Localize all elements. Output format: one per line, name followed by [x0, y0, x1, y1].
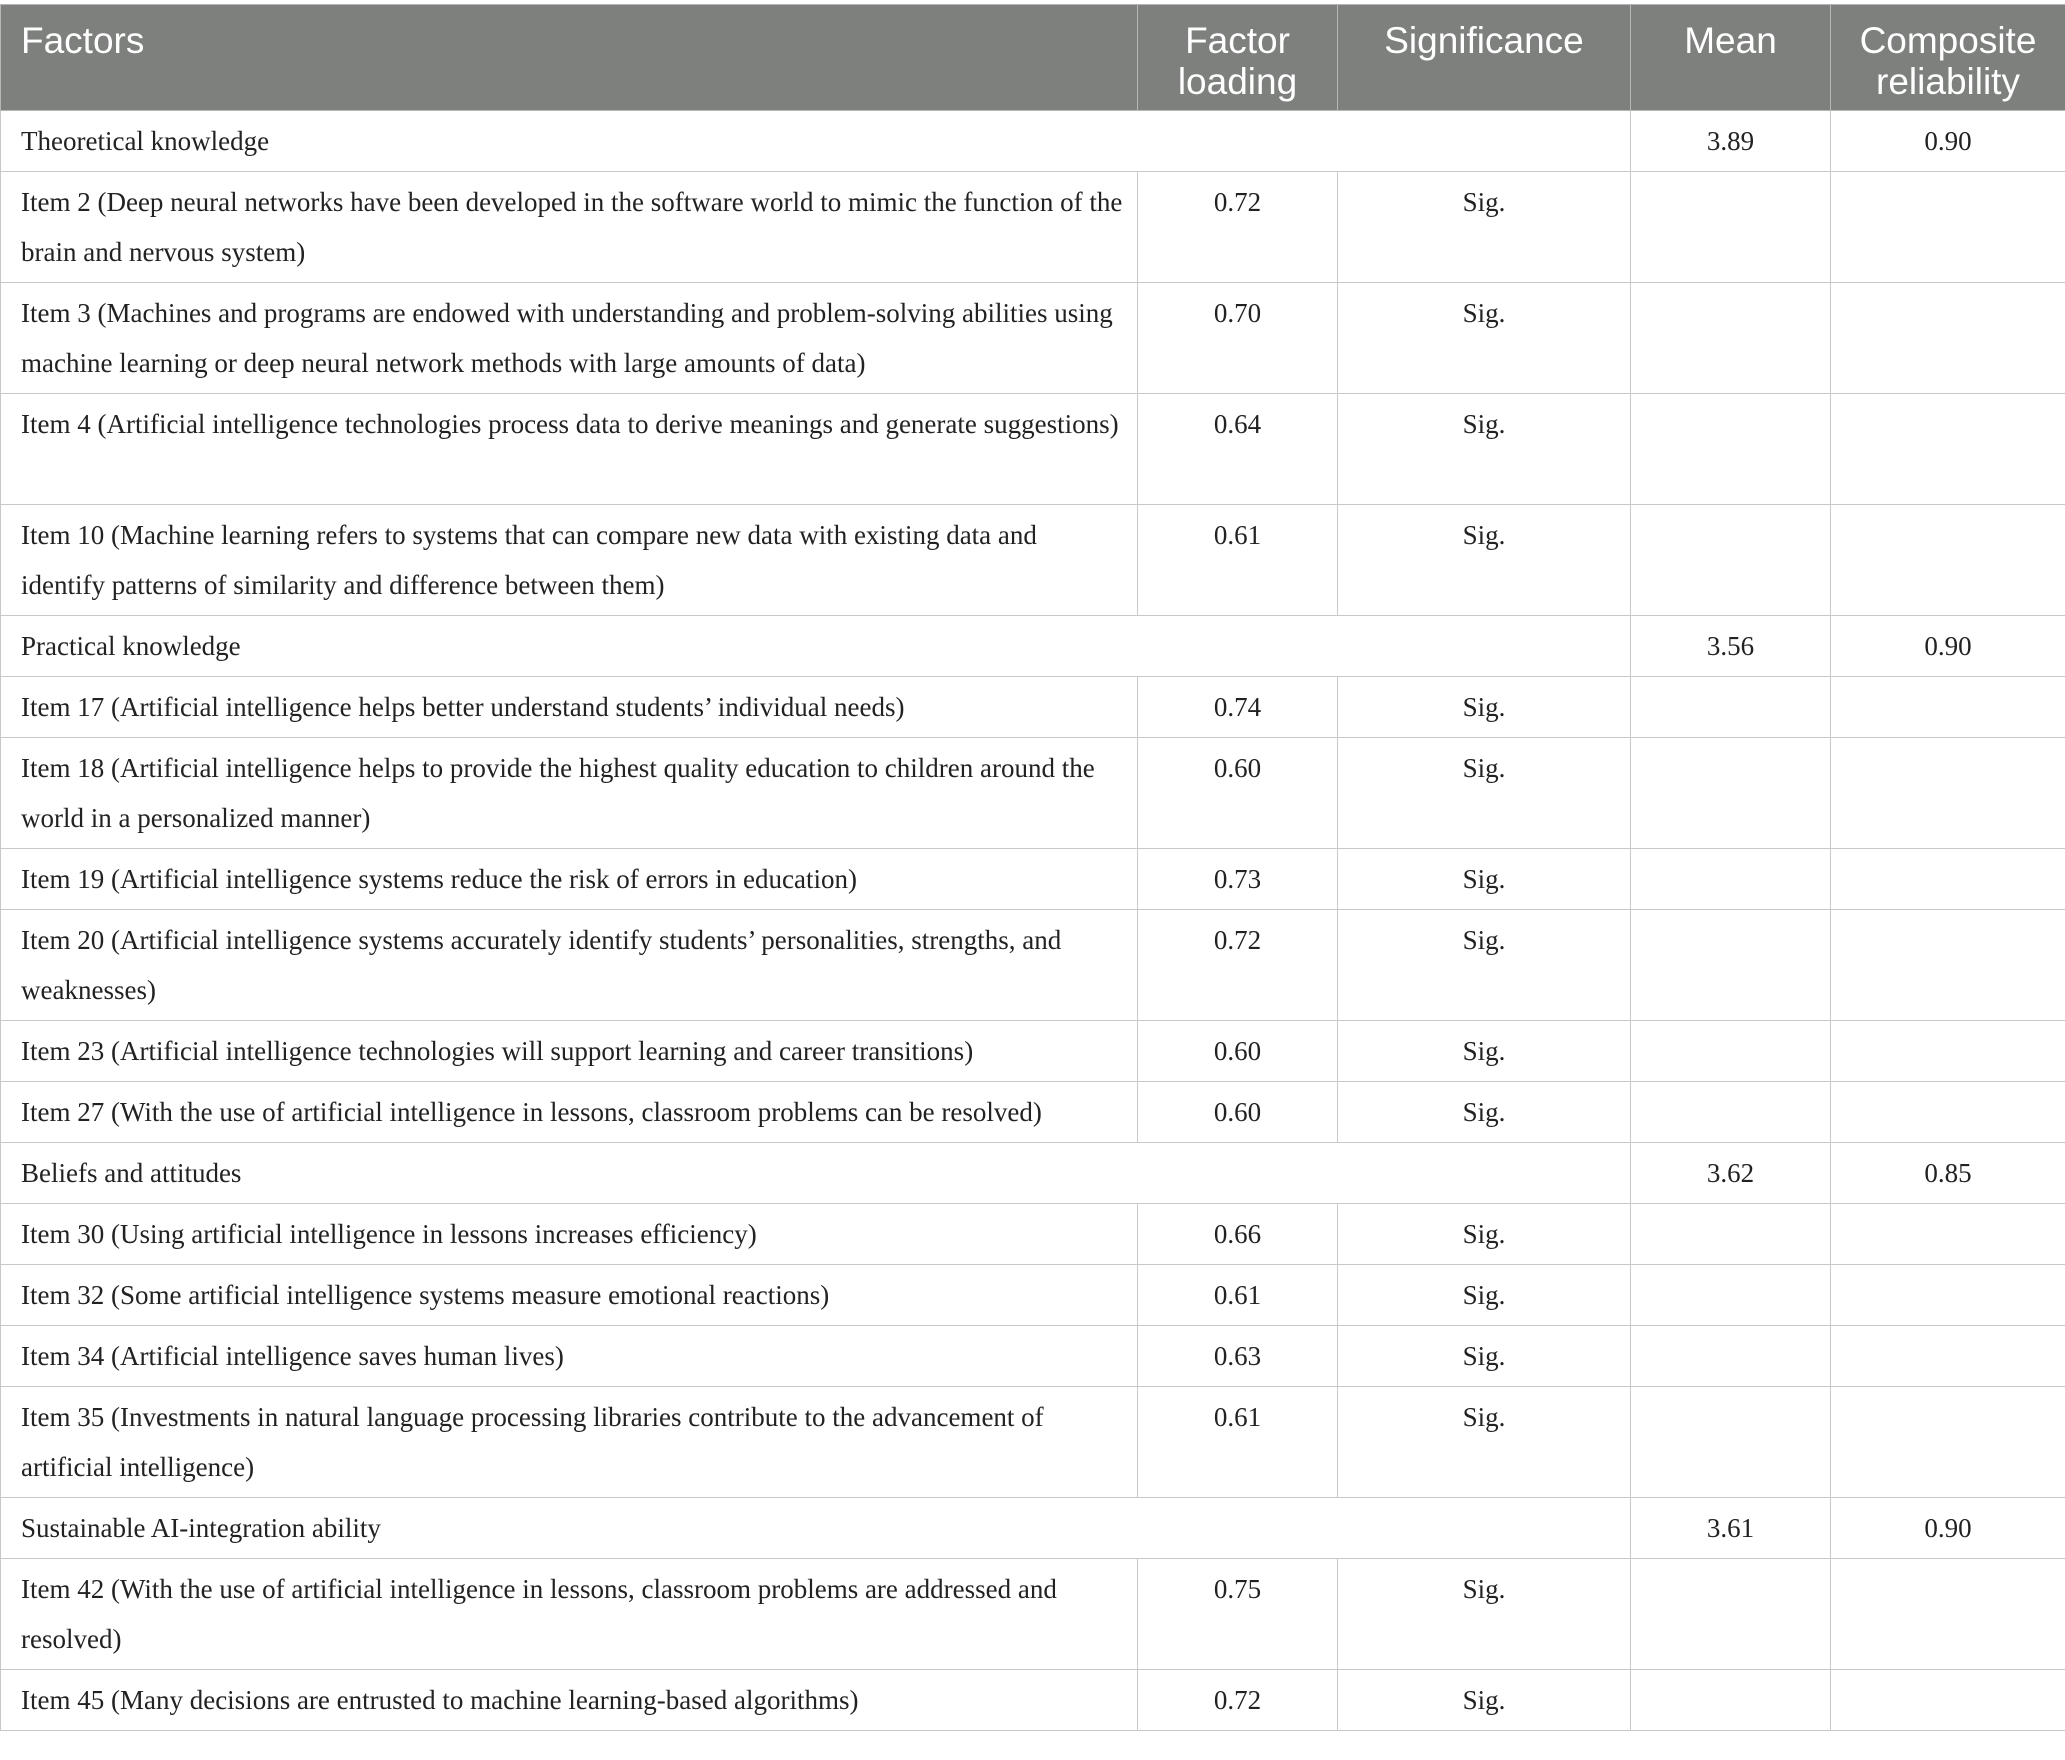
group-name: Sustainable AI-integration ability — [1, 1498, 1631, 1559]
item-factor-loading: 0.61 — [1138, 1265, 1338, 1326]
item-mean-empty — [1631, 677, 1831, 738]
item-text: Item 10 (Machine learning refers to systems that can compare new data with existing data and identify patterns of similarity and difference between them) — [1, 505, 1138, 616]
group-mean: 3.62 — [1631, 1143, 1831, 1204]
item-text: Item 30 (Using artificial intelligence in lessons increases efficiency) — [1, 1204, 1138, 1265]
item-row — [1, 1021, 2065, 1082]
item-significance: Sig. — [1338, 738, 1631, 849]
item-factor-loading: 0.66 — [1138, 1204, 1338, 1265]
header-mean: Mean — [1631, 5, 1831, 111]
item-text: Item 19 (Artificial intelligence systems reduce the risk of errors in education) — [1, 849, 1138, 910]
item-significance: Sig. — [1338, 283, 1631, 394]
item-row — [1, 172, 2065, 283]
item-factor-loading: 0.60 — [1138, 1021, 1338, 1082]
item-significance: Sig. — [1338, 1559, 1631, 1670]
item-mean-empty — [1631, 1670, 1831, 1731]
item-factor-loading: 0.60 — [1138, 738, 1338, 849]
item-significance: Sig. — [1338, 1387, 1631, 1498]
group-mean: 3.89 — [1631, 111, 1831, 172]
item-row — [1, 1670, 2065, 1731]
item-cr-empty — [1831, 849, 2065, 910]
item-significance: Sig. — [1338, 910, 1631, 1021]
header-factor-loading: Factor loading — [1138, 5, 1338, 111]
item-significance: Sig. — [1338, 172, 1631, 283]
item-mean-empty — [1631, 1204, 1831, 1265]
item-text: Item 18 (Artificial intelligence helps to provide the highest quality education to children around the world in a personalized manner) — [1, 738, 1138, 849]
table-body — [1, 111, 2065, 1731]
item-text: Item 2 (Deep neural networks have been developed in the software world to mimic the function of the brain and nervous system) — [1, 172, 1138, 283]
group-composite-reliability: 0.90 — [1831, 111, 2065, 172]
group-row — [1, 1143, 2065, 1204]
item-mean-empty — [1631, 283, 1831, 394]
item-factor-loading: 0.63 — [1138, 1326, 1338, 1387]
item-mean-empty — [1631, 505, 1831, 616]
item-text: Item 23 (Artificial intelligence technologies will support learning and career transitions) — [1, 1021, 1138, 1082]
item-row — [1, 1559, 2065, 1670]
header-significance: Significance — [1338, 5, 1631, 111]
item-factor-loading: 0.64 — [1138, 394, 1338, 505]
item-text: Item 4 (Artificial intelligence technologies process data to derive meanings and generate suggestions) — [1, 394, 1138, 505]
item-cr-empty — [1831, 910, 2065, 1021]
item-row — [1, 1326, 2065, 1387]
item-mean-empty — [1631, 849, 1831, 910]
item-significance: Sig. — [1338, 849, 1631, 910]
item-mean-empty — [1631, 1387, 1831, 1498]
group-name: Practical knowledge — [1, 616, 1631, 677]
item-cr-empty — [1831, 677, 2065, 738]
item-text: Item 3 (Machines and programs are endowed with understanding and problem-solving abilities using machine learning or deep neural network methods with large amounts of data) — [1, 283, 1138, 394]
item-mean-empty — [1631, 172, 1831, 283]
item-factor-loading: 0.61 — [1138, 505, 1338, 616]
item-row — [1, 1387, 2065, 1498]
header-composite-reliability: Composite reliability — [1831, 5, 2065, 111]
item-mean-empty — [1631, 1326, 1831, 1387]
item-significance: Sig. — [1338, 677, 1631, 738]
item-row — [1, 505, 2065, 616]
item-cr-empty — [1831, 394, 2065, 505]
item-factor-loading: 0.70 — [1138, 283, 1338, 394]
item-cr-empty — [1831, 1387, 2065, 1498]
item-factor-loading: 0.72 — [1138, 910, 1338, 1021]
table-header — [1, 5, 2065, 111]
item-text: Item 20 (Artificial intelligence systems accurately identify students’ personalities, strengths, and weaknesses) — [1, 910, 1138, 1021]
item-mean-empty — [1631, 1559, 1831, 1670]
item-factor-loading: 0.72 — [1138, 1670, 1338, 1731]
item-significance: Sig. — [1338, 394, 1631, 505]
item-text: Item 35 (Investments in natural language processing libraries contribute to the advancement of artificial intelligence) — [1, 1387, 1138, 1498]
item-cr-empty — [1831, 1326, 2065, 1387]
item-row — [1, 849, 2065, 910]
item-cr-empty — [1831, 1204, 2065, 1265]
group-row — [1, 616, 2065, 677]
header-factors: Factors — [1, 5, 1138, 111]
item-mean-empty — [1631, 1082, 1831, 1143]
group-composite-reliability: 0.90 — [1831, 616, 2065, 677]
header-row — [1, 5, 2065, 111]
item-significance: Sig. — [1338, 1021, 1631, 1082]
item-significance: Sig. — [1338, 1326, 1631, 1387]
item-cr-empty — [1831, 1670, 2065, 1731]
item-factor-loading: 0.75 — [1138, 1559, 1338, 1670]
item-factor-loading: 0.60 — [1138, 1082, 1338, 1143]
item-row — [1, 1265, 2065, 1326]
item-text: Item 27 (With the use of artificial intelligence in lessons, classroom problems can be resolved) — [1, 1082, 1138, 1143]
item-row — [1, 910, 2065, 1021]
item-factor-loading: 0.74 — [1138, 677, 1338, 738]
group-row — [1, 1498, 2065, 1559]
item-mean-empty — [1631, 1021, 1831, 1082]
group-mean: 3.61 — [1631, 1498, 1831, 1559]
item-row — [1, 738, 2065, 849]
factor-analysis-table — [0, 4, 2065, 1731]
item-text: Item 42 (With the use of artificial intelligence in lessons, classroom problems are addressed and resolved) — [1, 1559, 1138, 1670]
item-significance: Sig. — [1338, 1082, 1631, 1143]
item-text: Item 34 (Artificial intelligence saves human lives) — [1, 1326, 1138, 1387]
item-row — [1, 677, 2065, 738]
item-factor-loading: 0.61 — [1138, 1387, 1338, 1498]
item-cr-empty — [1831, 1021, 2065, 1082]
item-cr-empty — [1831, 1559, 2065, 1670]
group-name: Beliefs and attitudes — [1, 1143, 1631, 1204]
item-row — [1, 1082, 2065, 1143]
item-text: Item 32 (Some artificial intelligence systems measure emotional reactions) — [1, 1265, 1138, 1326]
item-significance: Sig. — [1338, 1204, 1631, 1265]
item-significance: Sig. — [1338, 505, 1631, 616]
group-composite-reliability: 0.85 — [1831, 1143, 2065, 1204]
item-significance: Sig. — [1338, 1265, 1631, 1326]
item-cr-empty — [1831, 172, 2065, 283]
item-text: Item 45 (Many decisions are entrusted to machine learning-based algorithms) — [1, 1670, 1138, 1731]
item-row — [1, 283, 2065, 394]
item-mean-empty — [1631, 1265, 1831, 1326]
item-cr-empty — [1831, 738, 2065, 849]
group-name: Theoretical knowledge — [1, 111, 1631, 172]
item-significance: Sig. — [1338, 1670, 1631, 1731]
item-cr-empty — [1831, 1082, 2065, 1143]
item-cr-empty — [1831, 1265, 2065, 1326]
group-composite-reliability: 0.90 — [1831, 1498, 2065, 1559]
item-text: Item 17 (Artificial intelligence helps better understand students’ individual needs) — [1, 677, 1138, 738]
item-factor-loading: 0.73 — [1138, 849, 1338, 910]
group-row — [1, 111, 2065, 172]
item-mean-empty — [1631, 910, 1831, 1021]
item-cr-empty — [1831, 283, 2065, 394]
item-factor-loading: 0.72 — [1138, 172, 1338, 283]
item-mean-empty — [1631, 738, 1831, 849]
item-cr-empty — [1831, 505, 2065, 616]
item-row — [1, 1204, 2065, 1265]
item-row — [1, 394, 2065, 505]
item-mean-empty — [1631, 394, 1831, 505]
group-mean: 3.56 — [1631, 616, 1831, 677]
